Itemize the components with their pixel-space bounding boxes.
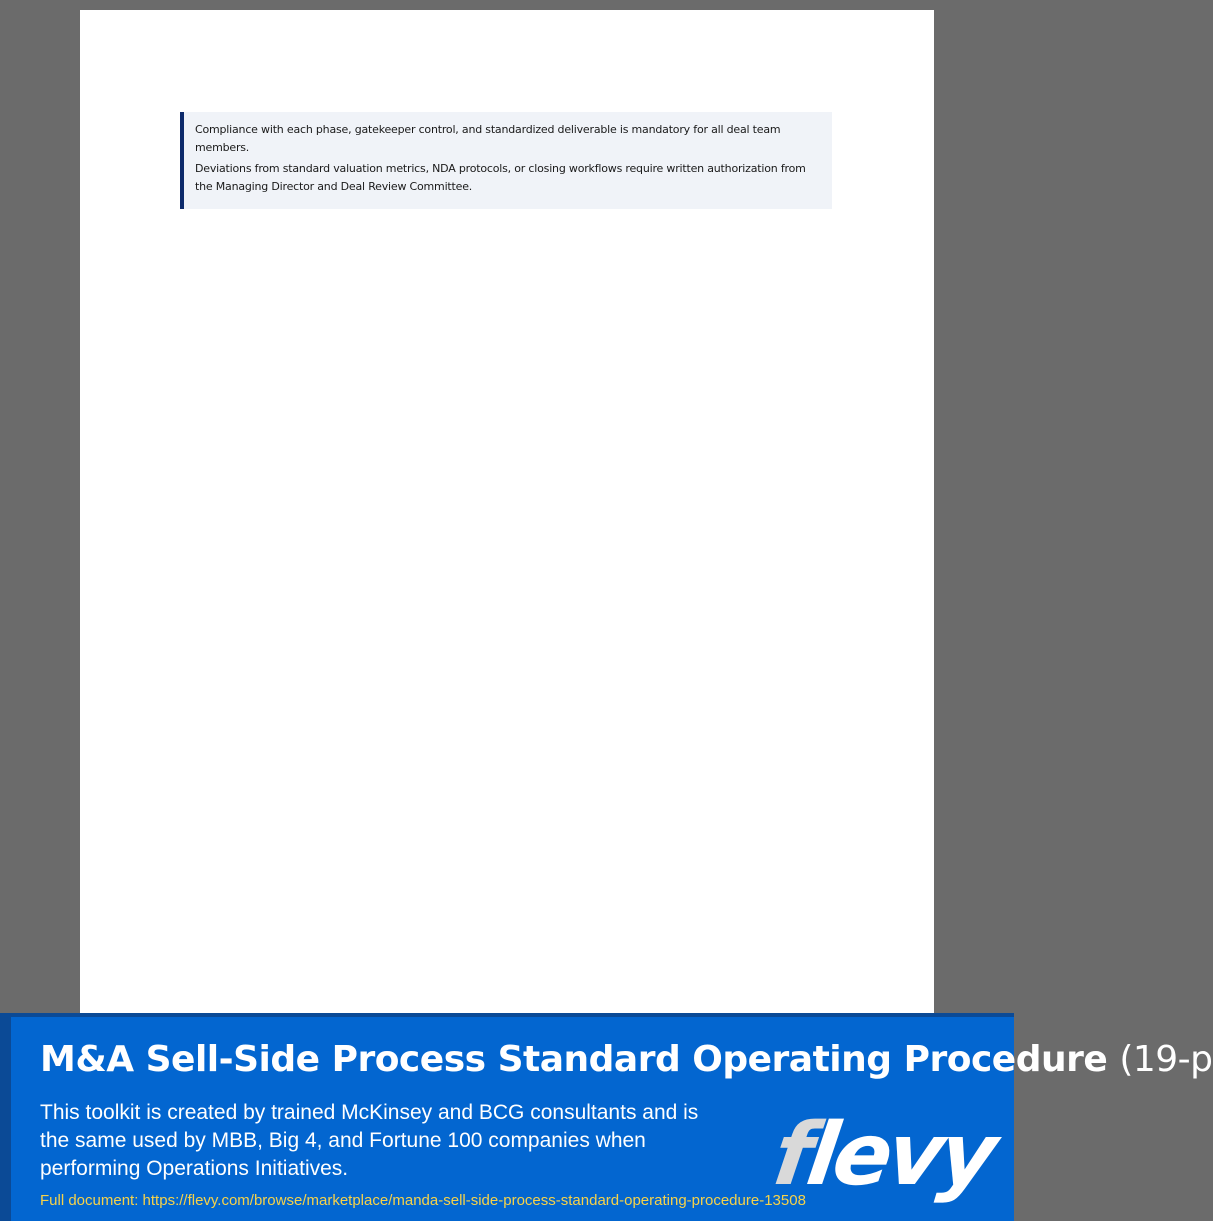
callout-line-deviations: Deviations from standard valuation metrics, NDA protocols, or closing workflows require written authorization from the Managing Director and Deal Review Committee. bbox=[195, 162, 806, 193]
callout-line-compliance: Compliance with each phase, gatekeeper control, and standardized deliverable is mandatory for all deal team members. bbox=[195, 123, 781, 154]
banner-title bbox=[40, 1039, 1213, 1080]
banner-title-text: M&A Sell-Side Process Standard Operating Procedure bbox=[40, 1039, 1108, 1080]
full-document-link[interactable]: Full document: https://flevy.com/browse/marketplace/manda-sell-side-process-standard-operating-procedure-13508 bbox=[40, 1192, 806, 1209]
promo-banner bbox=[0, 1013, 1213, 1221]
banner-accent-bar bbox=[0, 1017, 11, 1221]
banner-description: This toolkit is created by trained McKinsey and BCG consultants and is the same used by MBB, Big 4, and Fortune 100 companies when performing Operations Initiatives. bbox=[40, 1101, 699, 1180]
policy-callout bbox=[180, 112, 832, 209]
document-page bbox=[80, 10, 934, 1013]
banner-page-count: (19-p bbox=[1119, 1039, 1213, 1080]
flevy-logo bbox=[767, 1105, 1000, 1205]
logo-letter-f: f bbox=[767, 1105, 816, 1205]
logo-letters-levy: levy bbox=[801, 1105, 1000, 1205]
